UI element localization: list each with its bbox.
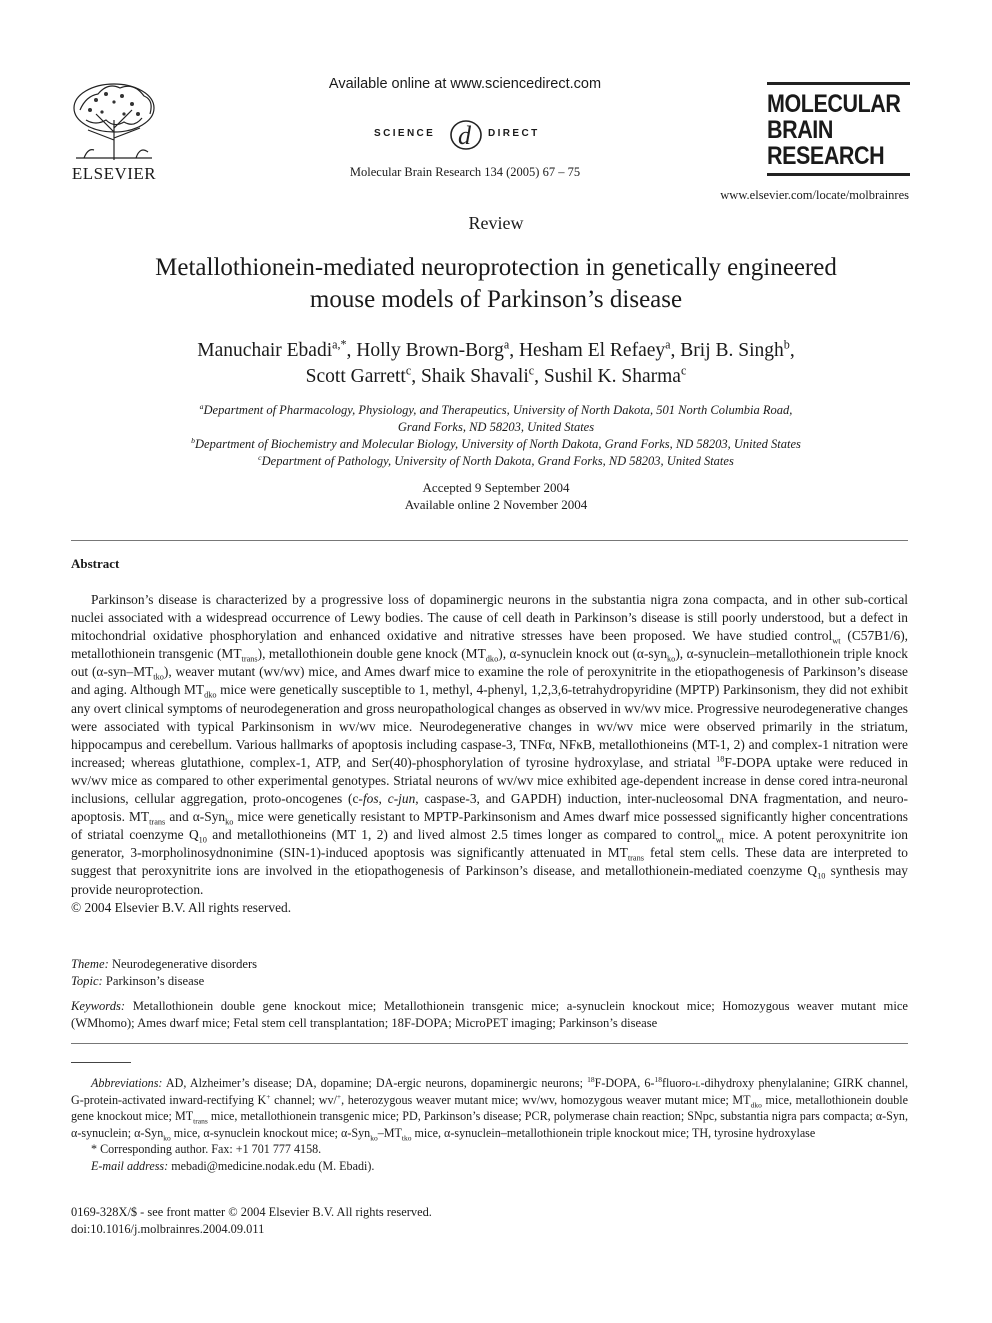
author-name[interactable]: Brij B. Singh: [680, 340, 784, 361]
sd-left-text: SCIENCE: [374, 128, 436, 139]
affiliation-text: Grand Forks, ND 58203, United States: [397, 420, 595, 434]
article-footer: [71, 1204, 432, 1238]
corresponding-author: * Corresponding author. Fax: +1 701 777 4158.: [91, 1142, 322, 1157]
abstract-heading: Abstract: [71, 556, 120, 571]
affil-sup: a: [199, 401, 204, 411]
email-label: E-mail address:: [91, 1158, 169, 1173]
affiliation-text: Department of Pathology, University of North Dakota, Grand Forks, ND 58203, United States: [261, 454, 734, 468]
elsevier-tree-icon: [66, 80, 162, 162]
journal-reference: Molecular Brain Research 134 (2005) 67 – 75: [349, 165, 581, 179]
topic-label: Topic:: [71, 974, 103, 988]
copyright-line: © 2004 Elsevier B.V. All rights reserved.: [71, 899, 292, 915]
theme-value: Neurodegenerative disorders: [111, 957, 258, 971]
divider: [71, 1043, 908, 1044]
author-sup: a,*: [332, 337, 347, 352]
theme-topic: [71, 956, 257, 990]
issn-line: 0169-328X/$ - see front matter © 2004 Elsevier B.V. All rights reserved.: [71, 1205, 432, 1219]
author-name[interactable]: Scott Garrett: [305, 366, 406, 387]
elsevier-logo: [66, 80, 162, 183]
affiliation-text: Department of Pharmacology, Physiology, and Therapeutics, University of North Dakota, 501 North Columbia Road,: [203, 403, 793, 417]
affil-sup: c: [258, 452, 262, 462]
divider: [71, 540, 908, 541]
author-name[interactable]: Sushil K. Sharma: [543, 366, 681, 387]
title-line: Metallothionein-mediated neuroprotection in genetically engineered: [155, 254, 837, 281]
author-sup: c: [680, 363, 687, 378]
article-title: [60, 252, 932, 316]
sd-at-icon: [448, 118, 484, 152]
sd-right-text: DIRECT: [488, 128, 540, 139]
available-online-text[interactable]: Available online at www.sciencedirect.com: [328, 76, 602, 92]
article-type: Review: [468, 213, 524, 233]
author-sup: a: [503, 337, 510, 352]
article-dates: [0, 479, 992, 513]
affiliations: [60, 402, 932, 470]
theme-label: Theme:: [71, 957, 109, 971]
svg-text:d: d: [458, 121, 471, 150]
journal-logo-line: BRAIN: [767, 116, 833, 144]
journal-url[interactable]: www.elsevier.com/locate/molbrainres: [720, 188, 909, 202]
email-address[interactable]: mebadi@medicine.nodak.edu (M. Ebadi).: [171, 1158, 375, 1173]
keywords: [71, 998, 908, 1032]
journal-logo-line: MOLECULAR: [767, 90, 901, 118]
author-sup: a: [665, 337, 671, 352]
journal-logo-line: RESEARCH: [767, 142, 885, 170]
keywords-label: Keywords:: [71, 999, 126, 1013]
abbreviations-note: Abbreviations: AD, Alzheimer’s disease; DA, dopamine; DA-ergic neurons, dopaminergic neurons; $^{18}$F-DOPA, 6-$^{18}$fluoro-l-dihydroxy phenylalanine; GIRK channel, G-protein-activated inward-rectifying K+ channel; wv/+, heterozygous weaver mutant mice; wv/wv, homozygous weaver mutant mice; $MT_{dko}$ mice, metallothionein double gene knockout mice; $MT_{trans}$ mice, metallothionein transgenic mice; PD, Parkinson’s disease; PCR, polymerase chain reaction; SNpc, substantia nigra pars compacta; α-Syn, α-synuclein; α-Syn$_{ko}$ mice, α-synuclein knockout mice; $\alpha-Syn_{ko}-MT_{tko}$ mice, α-synuclein–metallothionein triple knockout mice; TH, tyrosine hydroxylase: [71, 1074, 909, 1143]
footnote-divider: [71, 1062, 131, 1063]
author-name[interactable]: Shaik Shavali: [420, 366, 529, 387]
affiliation-text: Department of Biochemistry and Molecular Biology, University of North Dakota, Grand Forks, ND 58203, United States: [195, 437, 801, 451]
journal-logo: [767, 82, 910, 176]
abstract-body: [71, 591, 908, 917]
author-name[interactable]: Manuchair Ebadi: [197, 340, 333, 361]
author-name[interactable]: Hesham El Refaey: [518, 340, 666, 361]
author-list: Manuchair Ebadi$^{a,*}$, Holly Brown-Borg$^a$, Hesham El Refaey$^a$, Brij B. Singh$^b$, Scott Garrett$^c$, Shaik Shavali$^c$, Sushil K. Sharma$^c$: [197, 337, 795, 387]
accepted-date: Accepted 9 September 2004: [422, 480, 570, 495]
sciencedirect-logo: [370, 118, 556, 152]
footnotes: [71, 1075, 908, 1175]
publisher-name: ELSEVIER: [71, 164, 157, 183]
abbrev-label: Abbreviations:: [91, 1076, 163, 1090]
author-sup: b: [783, 337, 790, 352]
author-sup: c: [528, 363, 535, 378]
title-line: mouse models of Parkinson’s disease: [309, 286, 683, 313]
keywords-value: Metallothionein double gene knockout mice; Metallothionein transgenic mice; a-synuclein knockout mice; Homozygous weaver mutant mice (WMhomo); Ames dwarf mice; Fetal stem cell transplantation; 18F-DOPA; MicroPET imaging; Parkinson’s disease: [71, 999, 908, 1030]
author-sup: c: [405, 363, 412, 378]
abstract-paragraph: Parkinson’s disease is characterized by a progressive loss of dopaminergic neurons in the substantia nigra zona compacta, and in other sub-cortical nuclei associated with a widespread occurrence of Lewy bodies. The cause of cell death in Parkinson’s disease is still poorly understood, but a defect in mitochondrial oxidative phosphorylation and enhanced oxidative and nitrative stresses have been proposed. We have studied control$_{wt}$ (C57B1/6), metallothionein transgenic $(MT_{trans})$, metallothionein double gene knock $(MT_{dko})$, α-synuclein knock out (α-syn$_{ko}$), α-synuclein–metallothionein triple knock out $(\alpha-syn-MT_{tko})$, weaver mutant (wv/wv) mice, and Ames dwarf mice to examine the role of peroxynitrite in the etiopathogenesis of Parkinson’s disease and aging. Although $MT_{dko}$ mice were genetically susceptible to 1, methyl, 4-phenyl, 1,2,3,6-tetrahydropyridine (MPTP) Parkinsonism, they did not exhibit any overt clinical symptoms of neurodegeneration and gross neuropathological changes as observed in wv/wv mice. Progressive neurodegenerative changes were associated with typical Parkinsonism in wv/wv mice. Neurodegenerative changes in wv/wv mice were observed primarily in the striatum, hippocampus and cerebellum. Various hallmarks of apoptosis including caspase-3, TNFα, NFκB, metallothioneins (MT-1, 2) and complex-1 nitration were increased; whereas glutathione, complex-1, ATP, and Ser(40)-phosphorylation of tyrosine hydroxylase, and striatal $^{18}$F-DOPA uptake were reduced in wv/wv mice as compared to other experimental genotypes. Striatal neurons of wv/wv mice exhibited age-dependent increase in dense cored intra-neuronal inclusions, cellular aggregation, proto-oncogenes (c-fos, c-jun, caspase-3, and GAPDH) induction, inter-nucleosomal DNA fragmentation, and neuro-apoptosis. $MT_{trans}$ and α-Syn$_{ko}$ mice were genetically resistant to MPTP-Parkinsonism and Ames dwarf mice possessed significantly higher concentrations of striatal coenzyme $Q_{10}$ and metallothioneins (MT 1, 2) and lived almost 2.5 times longer as compared to control$_{wt}$ mice. A potent peroxynitrite ion generator, 3-morpholinosydnonimine (SIN-1)-induced apoptosis was significantly attenuated in $MT_{trans}$ fetal stem cells. These data are interpreted to suggest that peroxynitrite ions are involved in the etiopathogenesis of Parkinson’s disease, and metallothionein-mediated coenzyme $Q_{10}$ synthesis may provide neuroprotection.: [71, 592, 909, 897]
affil-sup: b: [191, 435, 196, 445]
available-date: Available online 2 November 2004: [404, 497, 588, 512]
topic-value: Parkinson’s disease: [105, 974, 205, 988]
doi-line[interactable]: doi:10.1016/j.molbrainres.2004.09.011: [71, 1222, 265, 1236]
author-name[interactable]: Holly Brown-Borg: [356, 340, 504, 361]
